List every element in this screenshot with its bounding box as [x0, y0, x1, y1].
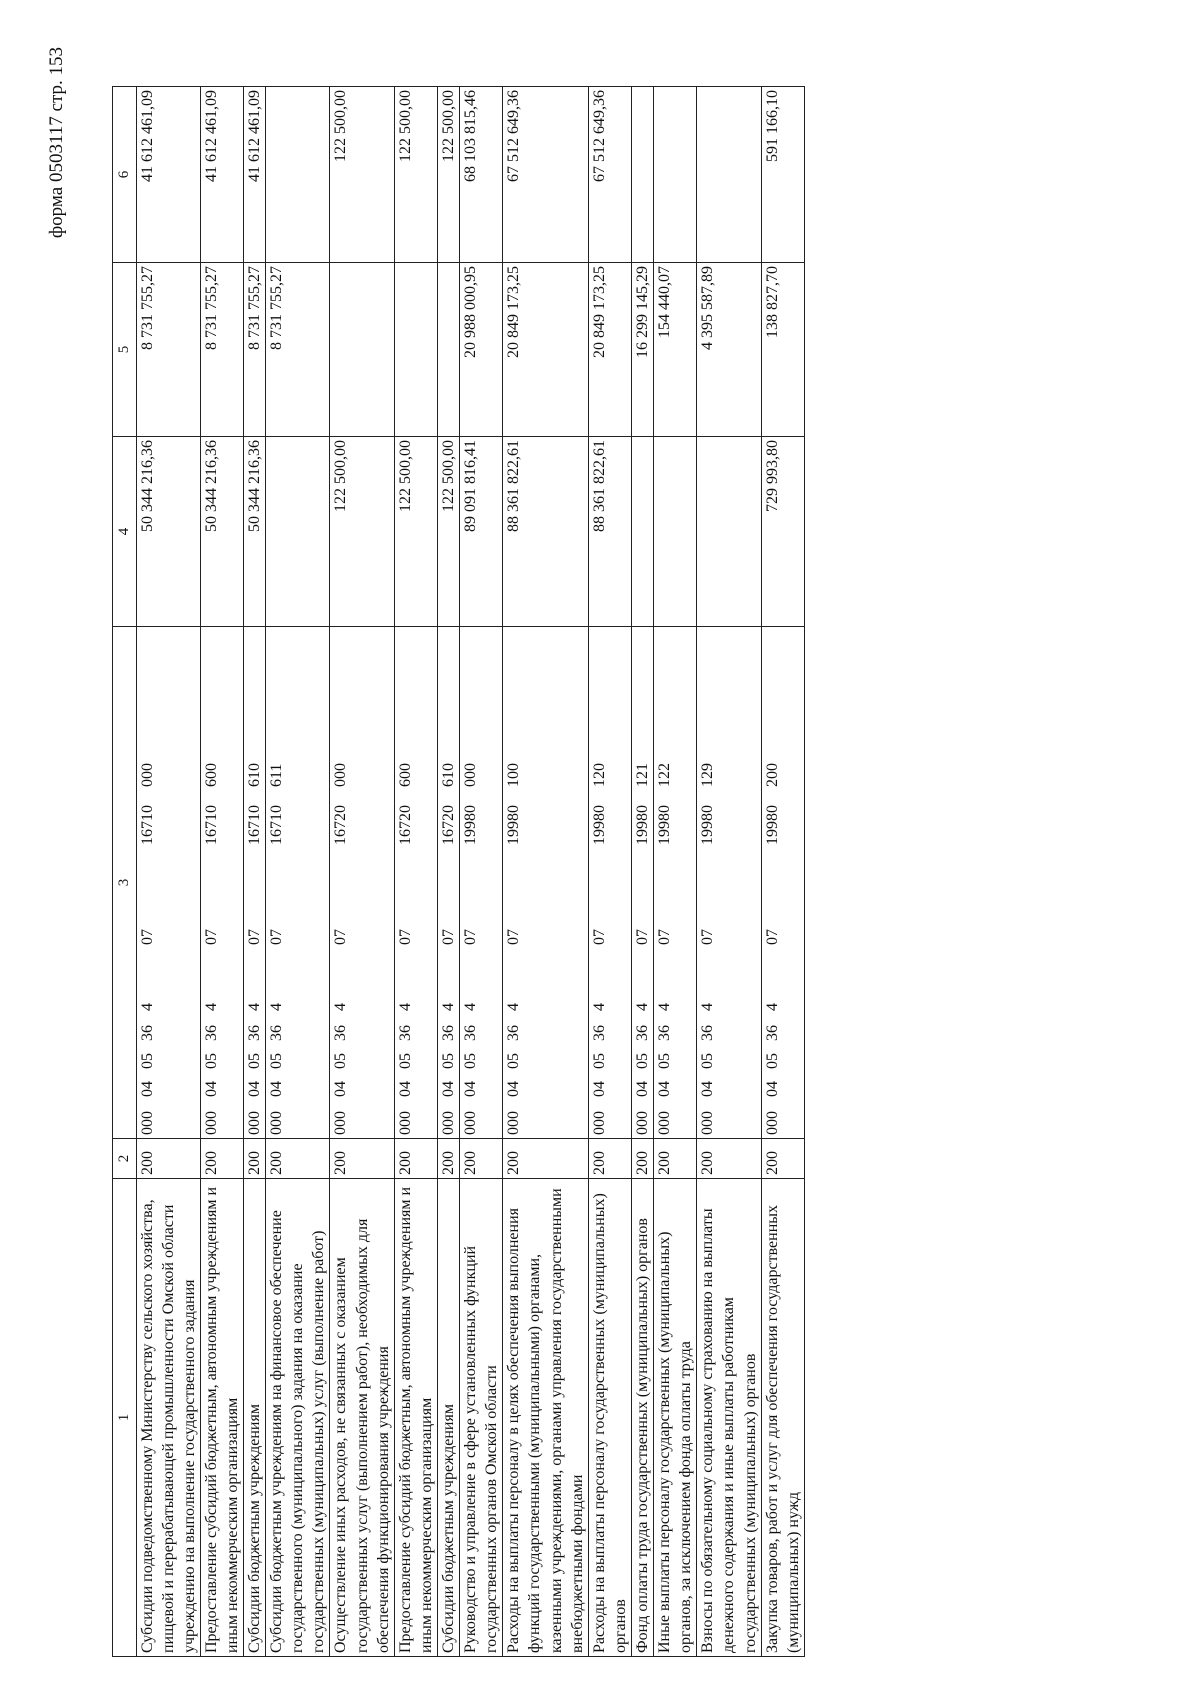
row-approved-cell [761, 437, 804, 627]
code-part: 121 [634, 763, 652, 787]
row-name-cell [503, 1179, 588, 1657]
row-name-cell [438, 1179, 460, 1657]
budget-table [112, 86, 805, 1657]
row-name-cell [136, 1179, 200, 1657]
row-name-cell [588, 1179, 631, 1657]
row-line-code: 200 [396, 1151, 414, 1175]
row-executed-cell [588, 263, 631, 437]
table-row [697, 87, 761, 1657]
table-row [266, 87, 330, 1657]
row-line-code: 200 [763, 1151, 781, 1175]
code-part: 04 [699, 1081, 717, 1097]
code-part: 36 [246, 1025, 264, 1041]
row-unexecuted-cell [460, 87, 503, 263]
code-part: 05 [138, 1053, 156, 1069]
code-part: 36 [268, 1025, 286, 1041]
row-approved-cell [244, 437, 266, 627]
code-part: 16710 [202, 805, 220, 845]
code-part: 04 [656, 1081, 674, 1097]
code-part: 16710 [246, 805, 264, 845]
row-line-code-cell [460, 1139, 503, 1179]
code-part: 000 [440, 1111, 458, 1135]
code-part: 07 [268, 929, 286, 945]
code-part: 05 [590, 1053, 608, 1069]
code-part: 16710 [138, 805, 156, 845]
row-unexecuted: 41 612 461,09 [246, 90, 264, 182]
budget-classification-code [632, 630, 653, 1135]
row-line-code-cell [266, 1139, 330, 1179]
row-executed-cell [503, 263, 588, 437]
row-budget-code-cell [394, 627, 437, 1139]
row-line-code: 200 [590, 1151, 608, 1175]
budget-classification-code [266, 630, 287, 1135]
code-part: 04 [763, 1081, 781, 1097]
row-line-code-cell [330, 1139, 394, 1179]
budget-classification-code [697, 630, 718, 1135]
code-part: 36 [396, 1025, 414, 1041]
table-row [588, 87, 631, 1657]
code-part: 04 [396, 1081, 414, 1097]
code-part: 4 [590, 1003, 608, 1011]
row-unexecuted-cell [438, 87, 460, 263]
code-part: 07 [396, 929, 414, 945]
row-name-cell [697, 1179, 761, 1657]
table-row [460, 87, 503, 1657]
row-approved-cell [588, 437, 631, 627]
row-line-code: 200 [634, 1151, 652, 1175]
row-name: Расходы на выплаты персоналу в целях обеспечения выполнения функций государственными (муниципальными) органами, казенными учреждениями, органами управления государственными внебюджетными фондами [505, 1188, 586, 1653]
code-part: 07 [462, 929, 480, 945]
code-part: 000 [268, 1111, 286, 1135]
row-name: Руководство и управление в сфере установленных функций государственных органов Омской области [462, 1245, 501, 1653]
code-part: 000 [138, 763, 156, 787]
row-name-cell [632, 1179, 654, 1657]
row-executed: 16 299 145,29 [634, 266, 652, 358]
code-part: 05 [332, 1053, 350, 1069]
row-budget-code-cell [588, 627, 631, 1139]
row-name: Фонд оплаты труда государственных (муниципальных) органов [634, 1218, 652, 1653]
row-unexecuted-cell [244, 87, 266, 263]
code-part: 36 [440, 1025, 458, 1041]
code-part: 04 [202, 1081, 220, 1097]
code-part: 4 [462, 1003, 480, 1011]
row-approved: 122 500,00 [332, 440, 350, 512]
row-unexecuted-cell [394, 87, 437, 263]
row-approved-cell [697, 437, 761, 627]
row-name-cell [244, 1179, 266, 1657]
row-line-code: 200 [246, 1151, 264, 1175]
code-part: 04 [440, 1081, 458, 1097]
row-unexecuted: 67 512 649,36 [590, 90, 608, 182]
code-part: 16720 [396, 805, 414, 845]
code-part: 36 [202, 1025, 220, 1041]
code-part: 19980 [656, 805, 674, 845]
form-header: форма 0503117 стр. 153 [46, 47, 67, 239]
code-part: 04 [634, 1081, 652, 1097]
code-part: 000 [505, 1111, 523, 1135]
code-part: 000 [332, 763, 350, 787]
row-name-cell [394, 1179, 437, 1657]
row-executed-cell [654, 263, 697, 437]
row-budget-code-cell [761, 627, 804, 1139]
code-part: 05 [462, 1053, 480, 1069]
row-line-code: 200 [268, 1151, 286, 1175]
row-name: Предоставление субсидий бюджетным, автономным учреждениям и иным некоммерческим организациям [396, 1186, 435, 1653]
row-approved-cell [460, 437, 503, 627]
code-part: 100 [505, 763, 523, 787]
code-part: 04 [138, 1081, 156, 1097]
code-part: 4 [202, 1003, 220, 1011]
code-part: 4 [763, 1003, 781, 1011]
row-name: Осуществление иных расходов, не связанных с оказанием государственных услуг (выполнением работ), необходимых для обеспечения функционирования учреждения [332, 1218, 392, 1653]
budget-classification-code [201, 630, 222, 1135]
code-part: 000 [462, 1111, 480, 1135]
column-header: 2 [113, 1139, 137, 1179]
row-executed-cell [200, 263, 243, 437]
column-header: 4 [113, 437, 137, 627]
row-name-cell [654, 1179, 697, 1657]
code-part: 36 [763, 1025, 781, 1041]
code-part: 05 [699, 1053, 717, 1069]
code-part: 4 [396, 1003, 414, 1011]
row-name-cell [330, 1179, 394, 1657]
row-executed-cell [761, 263, 804, 437]
row-approved-cell [654, 437, 697, 627]
table-row [200, 87, 243, 1657]
row-executed-cell [244, 263, 266, 437]
code-part: 4 [440, 1003, 458, 1011]
row-executed: 138 827,70 [763, 266, 781, 338]
code-part: 07 [505, 929, 523, 945]
code-part: 4 [656, 1003, 674, 1011]
code-part: 120 [590, 763, 608, 787]
row-unexecuted-cell [330, 87, 394, 263]
row-line-code: 200 [699, 1151, 717, 1175]
row-name: Взносы по обязательному социальному страхованию на выплаты денежного содержания и иные выплаты работникам государственных (муниципальных) органов [699, 1208, 759, 1653]
table-row [503, 87, 588, 1657]
budget-classification-code [137, 630, 158, 1135]
row-line-code-cell [394, 1139, 437, 1179]
row-name: Субсидии подведомственному Министерству сельского хозяйства, пищевой и перерабатывающей промышленности Омской области учреждению на выполнение государственного задания [138, 1199, 198, 1653]
row-executed-cell [438, 263, 460, 437]
code-part: 05 [202, 1053, 220, 1069]
table-row [244, 87, 266, 1657]
code-part: 05 [268, 1053, 286, 1069]
row-line-code-cell [438, 1139, 460, 1179]
row-name-cell [200, 1179, 243, 1657]
code-part: 4 [246, 1003, 264, 1011]
row-unexecuted-cell [632, 87, 654, 263]
row-executed: 8 731 755,27 [268, 266, 286, 350]
row-executed-cell [394, 263, 437, 437]
code-part: 16720 [332, 805, 350, 845]
row-line-code: 200 [462, 1151, 480, 1175]
code-part: 36 [634, 1025, 652, 1041]
column-header: 6 [113, 87, 137, 263]
row-executed-cell [697, 263, 761, 437]
row-executed: 20 988 000,95 [462, 266, 480, 358]
budget-classification-code [438, 630, 459, 1135]
row-budget-code-cell [503, 627, 588, 1139]
row-name-cell [761, 1179, 804, 1657]
code-part: 07 [440, 929, 458, 945]
code-part: 05 [440, 1053, 458, 1069]
code-part: 000 [590, 1111, 608, 1135]
table-row [330, 87, 394, 1657]
row-line-code: 200 [138, 1151, 156, 1175]
row-unexecuted: 68 103 815,46 [462, 90, 480, 182]
row-unexecuted: 122 500,00 [440, 90, 458, 162]
code-part: 19980 [699, 805, 717, 845]
code-part: 600 [202, 763, 220, 787]
row-unexecuted: 41 612 461,09 [138, 90, 156, 182]
row-name: Расходы на выплаты персоналу государственных (муниципальных) органов [590, 1193, 629, 1653]
row-approved-cell [503, 437, 588, 627]
code-part: 19980 [763, 805, 781, 845]
code-part: 07 [656, 929, 674, 945]
row-budget-code-cell [438, 627, 460, 1139]
code-part: 04 [462, 1081, 480, 1097]
code-part: 000 [332, 1111, 350, 1135]
row-budget-code-cell [654, 627, 697, 1139]
code-part: 4 [138, 1003, 156, 1011]
code-part: 16710 [268, 805, 286, 845]
code-part: 000 [396, 1111, 414, 1135]
row-budget-code-cell [244, 627, 266, 1139]
code-part: 610 [246, 763, 264, 787]
table-row [654, 87, 697, 1657]
code-part: 19980 [590, 805, 608, 845]
code-part: 07 [202, 929, 220, 945]
table-body [136, 87, 804, 1657]
row-approved: 50 344 216,36 [202, 440, 220, 532]
row-approved: 122 500,00 [440, 440, 458, 512]
row-name-cell [460, 1179, 503, 1657]
row-approved: 89 091 816,41 [462, 440, 480, 532]
row-approved: 729 993,80 [763, 440, 781, 512]
code-part: 05 [763, 1053, 781, 1069]
row-executed-cell [632, 263, 654, 437]
code-part: 04 [505, 1081, 523, 1097]
code-part: 19980 [462, 805, 480, 845]
code-part: 19980 [505, 805, 523, 845]
row-approved-cell [200, 437, 243, 627]
code-part: 05 [656, 1053, 674, 1069]
code-part: 04 [590, 1081, 608, 1097]
row-line-code-cell [697, 1139, 761, 1179]
code-part: 36 [332, 1025, 350, 1041]
row-line-code-cell [761, 1139, 804, 1179]
row-approved-cell [438, 437, 460, 627]
row-executed-cell [266, 263, 330, 437]
row-line-code: 200 [202, 1151, 220, 1175]
column-number-row [113, 87, 137, 1657]
row-budget-code-cell [200, 627, 243, 1139]
code-part: 000 [699, 1111, 717, 1135]
row-unexecuted: 67 512 649,36 [505, 90, 523, 182]
row-name: Предоставление субсидий бюджетным, автономным учреждениям и иным некоммерческим организациям [202, 1186, 241, 1653]
row-approved-cell [394, 437, 437, 627]
code-part: 36 [656, 1025, 674, 1041]
budget-classification-code [762, 630, 783, 1135]
code-part: 000 [202, 1111, 220, 1135]
row-line-code-cell [503, 1139, 588, 1179]
code-part: 36 [590, 1025, 608, 1041]
row-budget-code-cell [632, 627, 654, 1139]
row-budget-code-cell [136, 627, 200, 1139]
column-header: 1 [113, 1179, 137, 1657]
code-part: 05 [396, 1053, 414, 1069]
code-part: 07 [246, 929, 264, 945]
code-part: 36 [505, 1025, 523, 1041]
code-part: 36 [462, 1025, 480, 1041]
code-part: 07 [699, 929, 717, 945]
row-budget-code-cell [330, 627, 394, 1139]
row-line-code-cell [588, 1139, 631, 1179]
budget-classification-code [395, 630, 416, 1135]
row-unexecuted-cell [588, 87, 631, 263]
row-approved: 122 500,00 [396, 440, 414, 512]
code-part: 122 [656, 763, 674, 787]
code-part: 610 [440, 763, 458, 787]
code-part: 611 [268, 763, 286, 787]
code-part: 4 [332, 1003, 350, 1011]
row-line-code-cell [632, 1139, 654, 1179]
row-line-code-cell [136, 1139, 200, 1179]
column-header: 3 [113, 627, 137, 1139]
budget-classification-code [244, 630, 265, 1135]
row-approved-cell [266, 437, 330, 627]
budget-classification-code [589, 630, 610, 1135]
row-unexecuted-cell [697, 87, 761, 263]
row-approved: 88 361 822,61 [505, 440, 523, 532]
row-unexecuted: 122 500,00 [332, 90, 350, 162]
row-unexecuted-cell [503, 87, 588, 263]
row-line-code: 200 [440, 1151, 458, 1175]
row-executed-cell [460, 263, 503, 437]
row-executed: 8 731 755,27 [202, 266, 220, 350]
row-budget-code-cell [460, 627, 503, 1139]
row-executed: 8 731 755,27 [246, 266, 264, 350]
code-part: 000 [656, 1111, 674, 1135]
row-line-code-cell [244, 1139, 266, 1179]
table-row [394, 87, 437, 1657]
code-part: 04 [246, 1081, 264, 1097]
row-approved-cell [136, 437, 200, 627]
row-budget-code-cell [266, 627, 330, 1139]
row-executed-cell [330, 263, 394, 437]
row-name: Иные выплаты персоналу государственных (муниципальных) органов, за исключением фонда оплаты труда [656, 1231, 695, 1653]
column-header: 5 [113, 263, 137, 437]
row-line-code: 200 [505, 1151, 523, 1175]
code-part: 000 [763, 1111, 781, 1135]
row-line-code: 200 [656, 1151, 674, 1175]
row-approved: 88 361 822,61 [590, 440, 608, 532]
code-part: 07 [138, 929, 156, 945]
row-unexecuted-cell [761, 87, 804, 263]
code-part: 000 [634, 1111, 652, 1135]
row-line-code: 200 [332, 1151, 350, 1175]
code-part: 000 [462, 763, 480, 787]
row-executed: 4 395 587,89 [699, 266, 717, 350]
code-part: 4 [268, 1003, 286, 1011]
table-row [632, 87, 654, 1657]
row-approved: 50 344 216,36 [138, 440, 156, 532]
budget-classification-code [460, 630, 481, 1135]
code-part: 05 [246, 1053, 264, 1069]
code-part: 05 [634, 1053, 652, 1069]
row-unexecuted-cell [266, 87, 330, 263]
row-approved-cell [632, 437, 654, 627]
table-row [438, 87, 460, 1657]
code-part: 000 [246, 1111, 264, 1135]
row-executed: 20 849 173,25 [505, 266, 523, 358]
row-budget-code-cell [697, 627, 761, 1139]
code-part: 000 [138, 1111, 156, 1135]
code-part: 200 [763, 763, 781, 787]
code-part: 36 [138, 1025, 156, 1041]
code-part: 07 [590, 929, 608, 945]
code-part: 129 [699, 763, 717, 787]
code-part: 04 [268, 1081, 286, 1097]
row-unexecuted-cell [136, 87, 200, 263]
row-line-code-cell [200, 1139, 243, 1179]
row-name-cell [266, 1179, 330, 1657]
row-name: Субсидии бюджетным учреждениям на финансовое обеспечение государственного (муниципального) задания на оказание государственных (муниципальных) услуг (выполнение работ) [268, 1210, 328, 1653]
code-part: 07 [332, 929, 350, 945]
code-part: 36 [699, 1025, 717, 1041]
row-name: Субсидии бюджетным учреждениям [246, 1404, 264, 1653]
row-name: Субсидии бюджетным учреждениям [440, 1404, 458, 1653]
row-name: Закупка товаров, работ и услуг для обеспечения государственных (муниципальных) нужд [763, 1204, 802, 1653]
table-row [136, 87, 200, 1657]
code-part: 05 [505, 1053, 523, 1069]
budget-classification-code [654, 630, 675, 1135]
budget-classification-code [503, 630, 524, 1135]
budget-classification-code [330, 630, 351, 1135]
code-part: 07 [634, 929, 652, 945]
row-unexecuted-cell [200, 87, 243, 263]
table-row [761, 87, 804, 1657]
row-unexecuted: 41 612 461,09 [202, 90, 220, 182]
code-part: 07 [763, 929, 781, 945]
row-executed-cell [136, 263, 200, 437]
code-part: 16720 [440, 805, 458, 845]
code-part: 600 [396, 763, 414, 787]
code-part: 4 [634, 1003, 652, 1011]
row-unexecuted-cell [654, 87, 697, 263]
row-unexecuted: 122 500,00 [396, 90, 414, 162]
row-executed: 154 440,07 [656, 266, 674, 338]
code-part: 04 [332, 1081, 350, 1097]
code-part: 4 [699, 1003, 717, 1011]
row-approved: 50 344 216,36 [246, 440, 264, 532]
code-part: 19980 [634, 805, 652, 845]
code-part: 4 [505, 1003, 523, 1011]
row-line-code-cell [654, 1139, 697, 1179]
row-approved-cell [330, 437, 394, 627]
row-executed: 20 849 173,25 [590, 266, 608, 358]
row-unexecuted: 591 166,10 [763, 90, 781, 162]
row-executed: 8 731 755,27 [138, 266, 156, 350]
